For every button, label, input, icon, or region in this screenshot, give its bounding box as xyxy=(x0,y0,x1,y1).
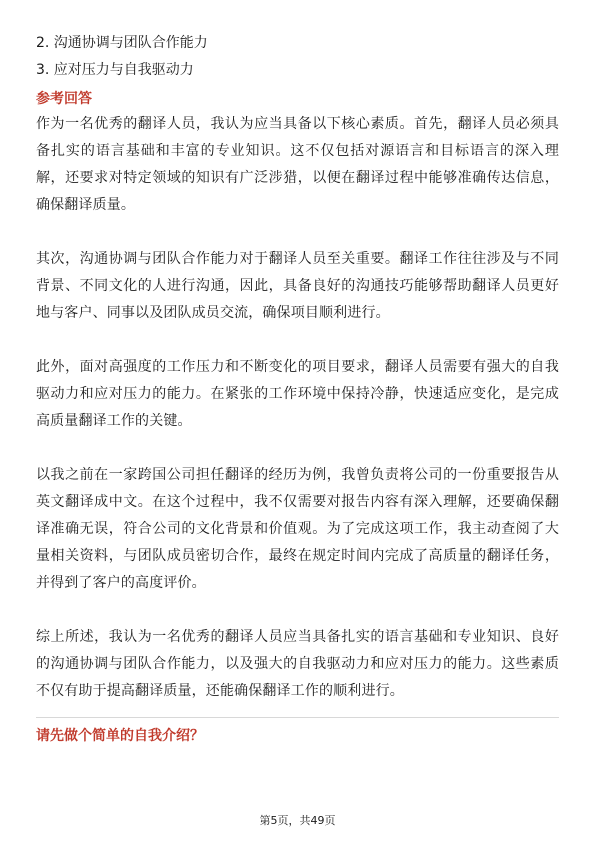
answer-body xyxy=(36,111,559,705)
answer-paragraph-5: 综上所述，我认为一名优秀的翻译人员应当具备扎实的语言基础和专业知识、良好的沟通协调与团队合作能力，以及强大的自我驱动力和应对压力的能力。这些素质不仅有助于提高翻译质量，还能确保翻译工作的顺利进行。 xyxy=(36,629,559,699)
answer-paragraph-1: 作为一名优秀的翻译人员，我认为应当具备以下核心素质。首先，翻译人员必须具备扎实的语言基础和丰富的专业知识。这不仅包括对源语言和目标语言的深入理解，还要求对特定领域的知识有广泛涉猎，以便在翻译过程中能够准确传达信息，确保翻译质量。 xyxy=(36,116,559,213)
answer-paragraph-4: 以我之前在一家跨国公司担任翻译的经历为例，我曾负责将公司的一份重要报告从英文翻译成中文。在这个过程中，我不仅需要对报告内容有深入理解，还要确保翻译准确无误，符合公司的文化背景和价值观。为了完成这项工作，我主动查阅了大量相关资料，与团队成员密切合作，最终在规定时间内完成了高质量的翻译任务，并得到了客户的高度评价。 xyxy=(36,467,559,591)
list-item-communication: 2. 沟通协调与团队合作能力 xyxy=(36,35,208,51)
next-question-heading: 请先做个简单的自我介绍？ xyxy=(36,728,204,744)
page-number-footer: 第5页，共49页 xyxy=(259,814,336,827)
reference-answer-heading: 参考回答 xyxy=(36,91,92,107)
list-item-pressure: 3. 应对压力与自我驱动力 xyxy=(36,62,194,78)
answer-paragraph-2: 其次，沟通协调与团队合作能力对于翻译人员至关重要。翻译工作往往涉及与不同背景、不同文化的人进行沟通，因此，具备良好的沟通技巧能够帮助翻译人员更好地与客户、同事以及团队成员交流，确保项目顺利进行。 xyxy=(36,251,559,321)
section-divider xyxy=(36,717,559,718)
answer-paragraph-3: 此外，面对高强度的工作压力和不断变化的项目要求，翻译人员需要有强大的自我驱动力和应对压力的能力。在紧张的工作环境中保持冷静，快速适应变化，是完成高质量翻译工作的关键。 xyxy=(36,359,559,429)
document-page xyxy=(36,30,559,748)
